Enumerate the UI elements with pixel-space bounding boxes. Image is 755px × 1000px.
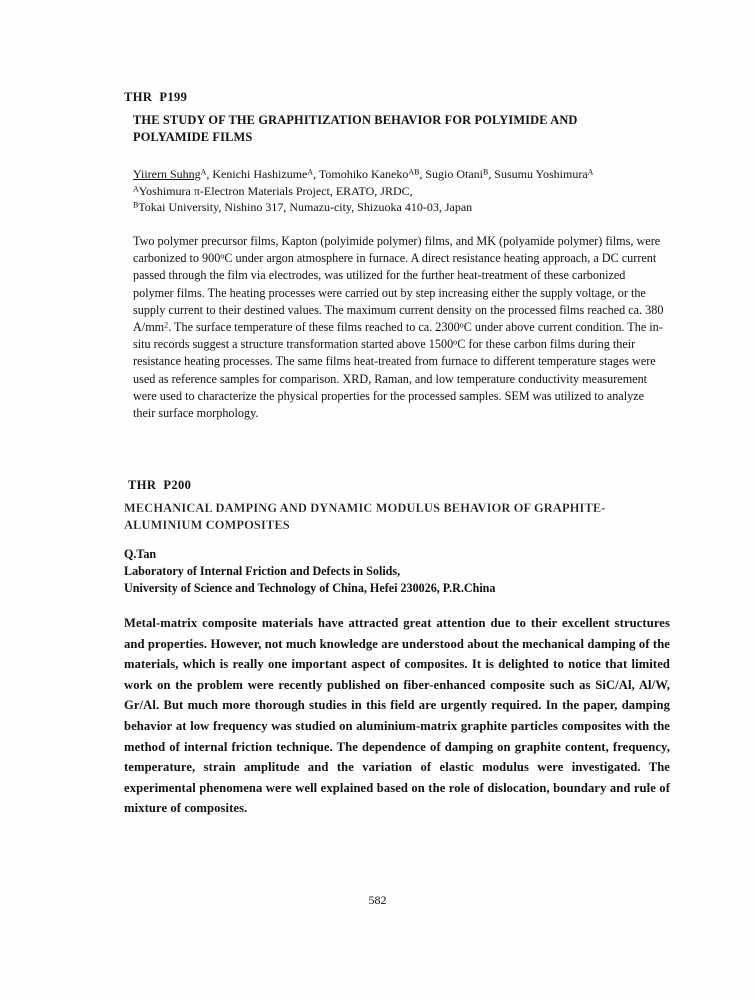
affiliation-line-2: University of Science and Technology of China, Hefei 230026, P.R.China bbox=[124, 580, 496, 595]
affiliation-marker-a: A bbox=[133, 184, 139, 194]
abstract-body-thr-p199: Two polymer precursor films, Kapton (polyimide polymer) films, and MK (polyamide polymer) films, were carbonized to 900$^o$C under argon atmosphere in furnace. A direct resistance heating approach, a DC current passed through the film via electrodes, was utilized for the further heat-treatment of these carbonized polymer films. The heating processes were carried out by step increasing either the supply voltage, or the supply current to their destined values. The maximum current density on the processed films reached ca. 380 $A/mm^2$. The surface temperature of these films reached to ca. 2300$^o$C under above current condition. The in-situ records suggest a structure transformation started above 1500$^o$C for these carbon films during their resistance heating processes. The same films heat-treated from furnace to different temperature stages were used as reference samples for comparison. XRD, Raman, and low temperature conductivity measurement were used to characterize the physical properties for the processed samples. SEM was utilized to analyze their surface morphology. bbox=[133, 234, 664, 421]
author-list: Yiirern Suhng$^A$, Kenichi Hashizume$^A$, Tomohiko Kaneko$^{AB}$, Sugio Otani$^B$, Susumu Yoshimura$^A$ bbox=[133, 167, 594, 181]
abstract-body-thr-p200: Metal-matrix composite materials have attracted great attention due to their excellent structures and properties. However, not much knowledge are understood about the mechanical damping of the materials, which is really one important aspect of composites. It is delighted to notice that limited work on the problem were recently published on fiber-enhanced composite such as SiC/Al, Al/W, Gr/Al. But much more thorough studies in this field are urgently required. In the paper, damping behavior at low frequency was studied on aluminium-matrix graphite particles composites with the method of internal friction technique. The dependence of damping on graphite content, frequency, temperature, strain amplitude and the variation of elastic modulus were investigated. The experimental phenomena were well explained based on the role of dislocation, boundary and rule of mixture of composites. bbox=[124, 616, 670, 816]
affiliation-marker-ab: AB bbox=[408, 167, 420, 177]
authors-block-thr-p200 bbox=[124, 546, 664, 596]
abstract-id-thr-p199: THR P199 bbox=[124, 90, 188, 104]
author-name: Q.Tan bbox=[124, 547, 157, 561]
author-name: Tomohiko Kaneko bbox=[318, 167, 409, 181]
affiliation-line-1: Laboratory of Internal Friction and Defects in Solids, bbox=[124, 563, 401, 578]
author-name: Kenichi Hashizume bbox=[212, 167, 308, 181]
affiliation-a-text: Yoshimura π-Electron Materials Project, ERATO, JRDC, bbox=[138, 183, 413, 198]
superscript-exponent: 2 bbox=[164, 320, 169, 330]
superscript-degree: o bbox=[220, 251, 225, 261]
superscript-degree: o bbox=[459, 320, 464, 330]
abstract-id-thr-p200: THR P200 bbox=[128, 478, 192, 492]
affiliation-marker-a: A bbox=[307, 167, 314, 177]
abstract-title-thr-p200: MECHANICAL DAMPING AND DYNAMIC MODULUS BEHAVIOR OF GRAPHITE-ALUMINIUM COMPOSITES bbox=[124, 501, 606, 532]
affiliation-b-line bbox=[133, 199, 673, 216]
affiliation-marker-a: A bbox=[587, 167, 594, 177]
authors-block-thr-p199 bbox=[133, 166, 673, 216]
author-name: Susumu Yoshimura bbox=[494, 167, 588, 181]
affiliation-marker-b: B bbox=[483, 167, 489, 177]
affiliation-a-line bbox=[133, 183, 673, 200]
abstract-title-thr-p199: THE STUDY OF THE GRAPHITIZATION BEHAVIOR FOR POLYIMIDE AND POLYAMIDE FILMS bbox=[133, 113, 578, 144]
page-number: 582 bbox=[368, 893, 387, 907]
affiliation-b-text: Tokai University, Nishino 317, Numazu-city, Shizuoka 410-03, Japan bbox=[138, 200, 473, 214]
lead-author-name: Yiirern Suhng bbox=[133, 167, 201, 181]
author-name: Sugio Otani bbox=[425, 167, 484, 181]
superscript-degree: o bbox=[453, 337, 458, 347]
affiliation-marker-b: B bbox=[133, 200, 139, 210]
affiliation-marker-a: A bbox=[200, 167, 207, 177]
